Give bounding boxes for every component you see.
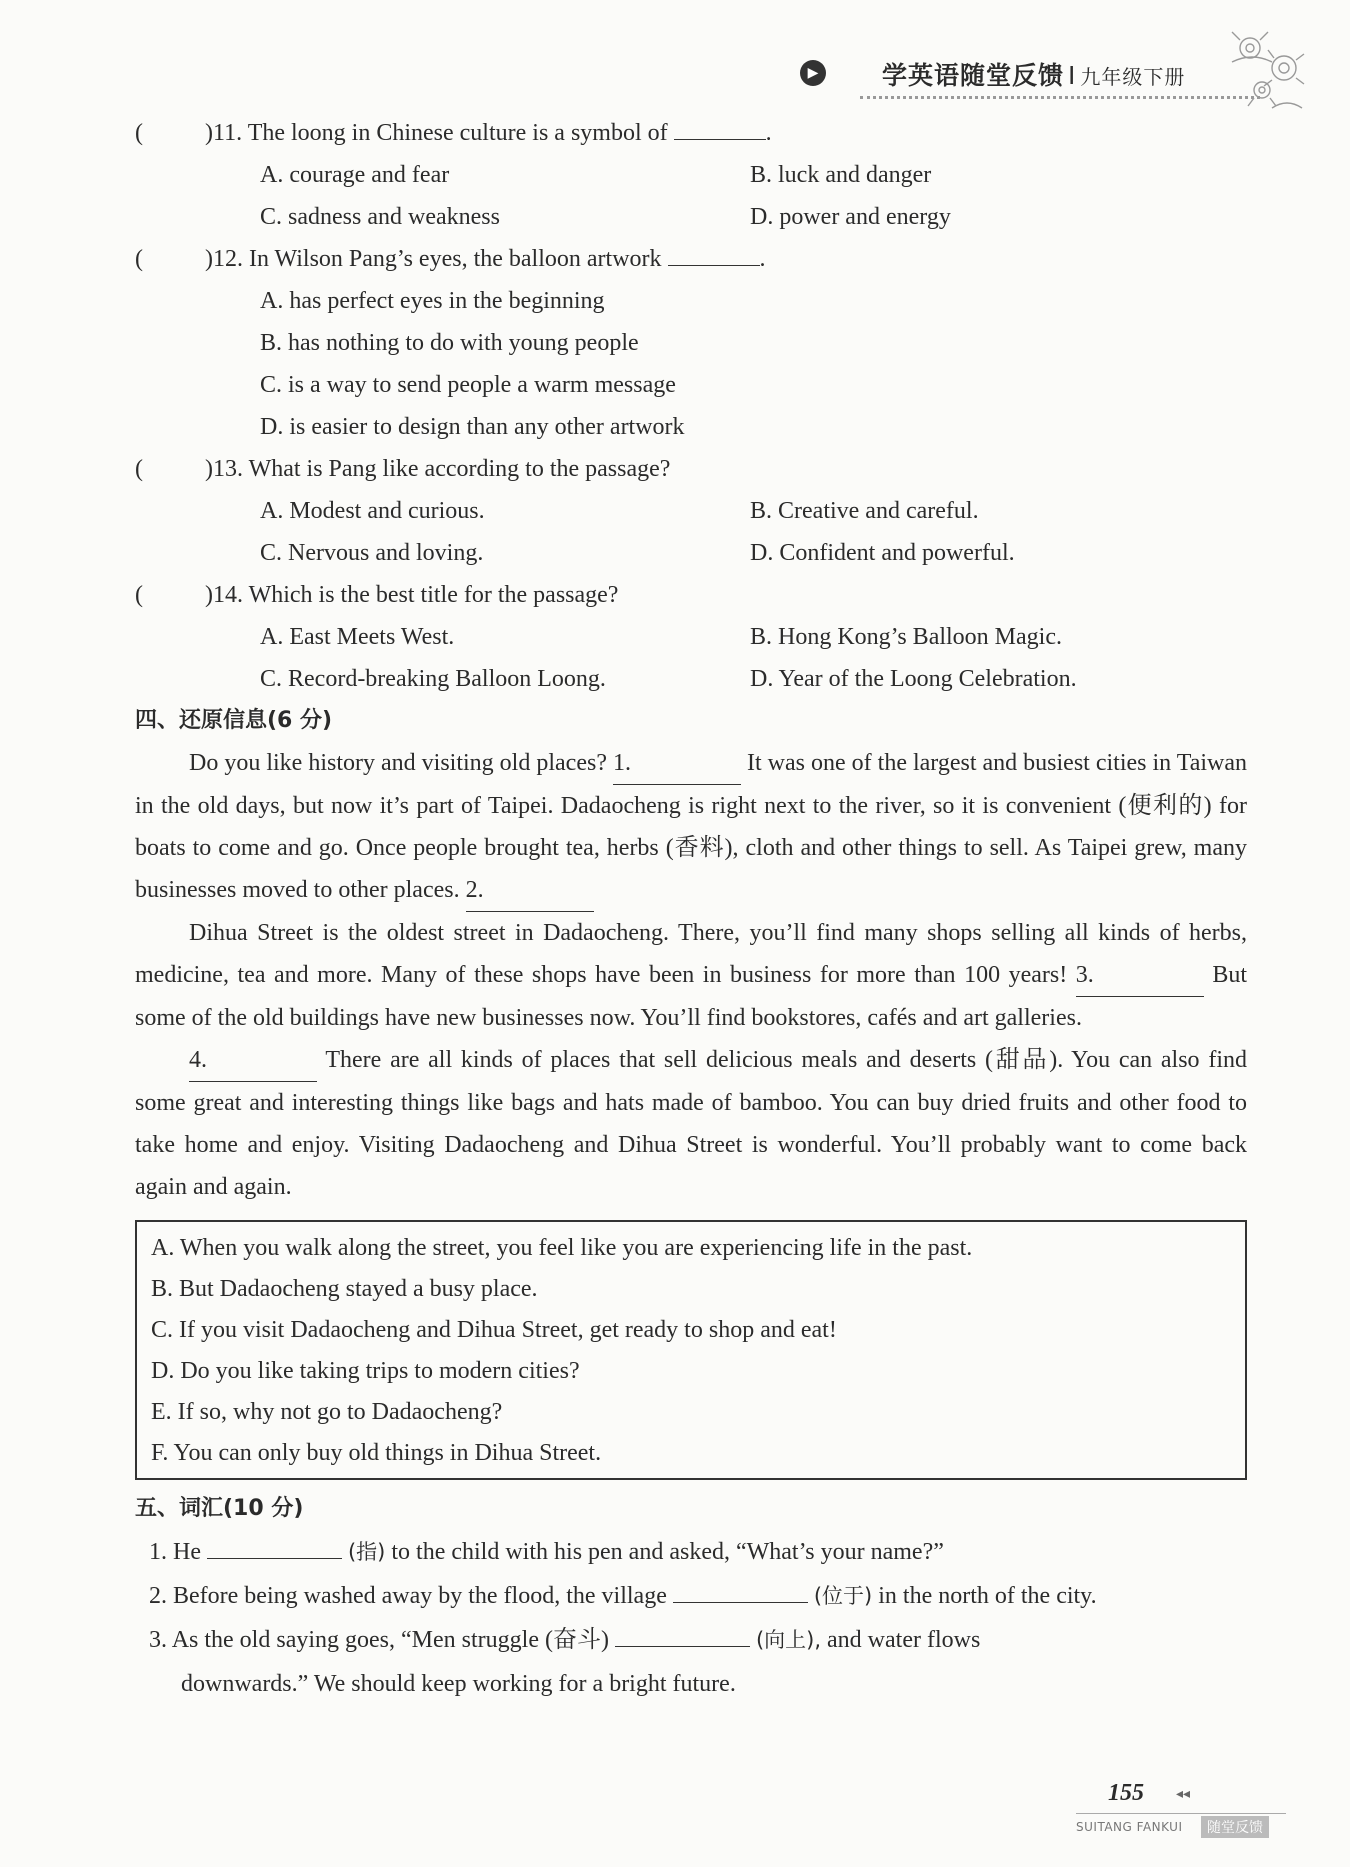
blank-1[interactable]: 1. <box>613 742 741 785</box>
question-stem: The loong in Chinese culture is a symbol of <box>247 120 668 146</box>
option-d: D. is easier to design than any other artwork <box>260 414 685 440</box>
question-number: )12. <box>205 246 243 272</box>
answer-blank[interactable] <box>668 239 760 266</box>
box-option-d: D. Do you like taking trips to modern cities? <box>151 1358 580 1384</box>
question-13 <box>135 448 1247 574</box>
play-icon: ▶ <box>800 60 826 86</box>
vocab-blank-3[interactable] <box>615 1620 750 1647</box>
question-14 <box>135 574 1247 700</box>
blank-3[interactable]: 3. <box>1076 954 1204 997</box>
vocab-blank-2[interactable] <box>673 1576 808 1603</box>
section-4-title: 四、还原信息(6 分) <box>135 708 333 733</box>
book-title: 学英语随堂反馈 I 九年级下册 <box>882 61 1186 90</box>
option-b: B. has nothing to do with young people <box>260 330 639 356</box>
blank-2[interactable]: 2. <box>466 869 594 912</box>
vocab-item-1: 1. He (指) to the child with his pen and asked, “What’s your name?” <box>135 1530 1247 1574</box>
question-number: )13. <box>205 456 243 482</box>
vocab-blank-1[interactable] <box>207 1532 342 1559</box>
page-number: 155 <box>1108 1780 1144 1806</box>
option-d: D. Year of the Loong Celebration. <box>750 666 1077 692</box>
question-stem: Which is the best title for the passage? <box>248 582 619 608</box>
option-b: B. luck and danger <box>750 162 932 188</box>
vocabulary-list <box>135 1530 1247 1706</box>
option-a: A. Modest and curious. <box>260 498 485 524</box>
box-option-f: F. You can only buy old things in Dihua Street. <box>151 1440 602 1466</box>
answer-blank[interactable] <box>674 113 766 140</box>
footer-divider <box>1076 1813 1286 1814</box>
question-stem: In Wilson Pang’s eyes, the balloon artwork <box>249 246 662 272</box>
option-d: D. Confident and powerful. <box>750 540 1015 566</box>
option-d: D. power and energy <box>750 204 951 230</box>
option-b: B. Creative and careful. <box>750 498 979 524</box>
vocab-item-3: 3. As the old saying goes, “Men struggle (奋斗) (向上), and water flows <box>135 1618 1247 1662</box>
box-option-b: B. But Dadaocheng stayed a busy place. <box>151 1276 538 1302</box>
box-option-c: C. If you visit Dadaocheng and Dihua Street, get ready to shop and eat! <box>151 1317 837 1343</box>
question-number: )11. <box>205 120 243 146</box>
vocab-item-3-continued: downwards.” We should keep working for a bright future. <box>181 1671 736 1697</box>
option-c: C. Record-breaking Balloon Loong. <box>260 666 606 692</box>
question-12: ( )12. In Wilson Pang’s eyes, the balloon artwork . A. has perfect eyes in the beginning B. has nothing to do with young people C. is a way to send people a warm message D. is easier to design than any other artwork <box>135 238 1247 448</box>
page-content <box>135 112 1247 1706</box>
section-5-title: 五、词汇(10 分) <box>135 1496 304 1521</box>
question-stem: What is Pang like according to the passage? <box>248 456 671 482</box>
answer-paren: ( <box>135 456 143 482</box>
question-number: )14. <box>205 582 243 608</box>
box-option-a: A. When you walk along the street, you feel like you are experiencing life in the past. <box>151 1235 973 1261</box>
options-box <box>135 1220 1247 1480</box>
passage-paragraph-2: Dihua Street is the oldest street in Dadaocheng. There, you’ll find many shops selling all kinds of herbs, medicine, tea and more. Many of these shops have been in business for more than 100 years! 3. But some of the old buildings have new businesses now. You’ll find bookstores, cafés and art galleries. <box>135 920 1247 1031</box>
vocab-item-2: 2. Before being washed away by the flood, the village (位于) in the north of the city. <box>135 1574 1247 1618</box>
footer-english: SUITANG FANKUI <box>1076 1820 1183 1834</box>
answer-paren: ( <box>135 582 143 608</box>
passage-paragraph-1: Do you like history and visiting old places? 1. It was one of the largest and busiest cities in Taiwan in the old days, but now it’s part of Taipei. Dadaocheng is right next to the river, so it is convenient (便利的) for boats to come and go. Once people brought tea, herbs (香料), cloth and other things to sell. As Taipei grew, many businesses moved to other places. 2. <box>135 742 1247 912</box>
option-c: C. sadness and weakness <box>260 204 500 230</box>
blank-4[interactable]: 4. <box>189 1039 317 1082</box>
header-divider <box>860 96 1260 99</box>
footer-chinese: 随堂反馈 <box>1201 1816 1269 1838</box>
double-arrow-icon: ◂◂ <box>1176 1786 1191 1802</box>
option-a: A. East Meets West. <box>260 624 455 650</box>
answer-paren: ( <box>135 246 143 272</box>
option-a: A. courage and fear <box>260 162 450 188</box>
option-c: C. Nervous and loving. <box>260 540 484 566</box>
option-c: C. is a way to send people a warm message <box>260 372 676 398</box>
question-11: ( )11. The loong in Chinese culture is a symbol of . A. courage and fear B. luck and danger C. sadness and weakness D. power and energy <box>135 112 1247 238</box>
page-footer <box>1076 1780 1286 1840</box>
answer-paren: ( <box>135 120 143 146</box>
passage-paragraph-3: 4. There are all kinds of places that sell delicious meals and deserts (甜品). You can also find some great and interesting things like bags and hats made of bamboo. You can buy dried fruits and other food to take home and enjoy. Visiting Dadaocheng and Dihua Street is wonderful. You’ll probably want to come back again and again. <box>135 1039 1247 1208</box>
option-a: A. has perfect eyes in the beginning <box>260 288 605 314</box>
box-option-e: E. If so, why not go to Dadaocheng? <box>151 1399 503 1425</box>
option-b: B. Hong Kong’s Balloon Magic. <box>750 624 1062 650</box>
